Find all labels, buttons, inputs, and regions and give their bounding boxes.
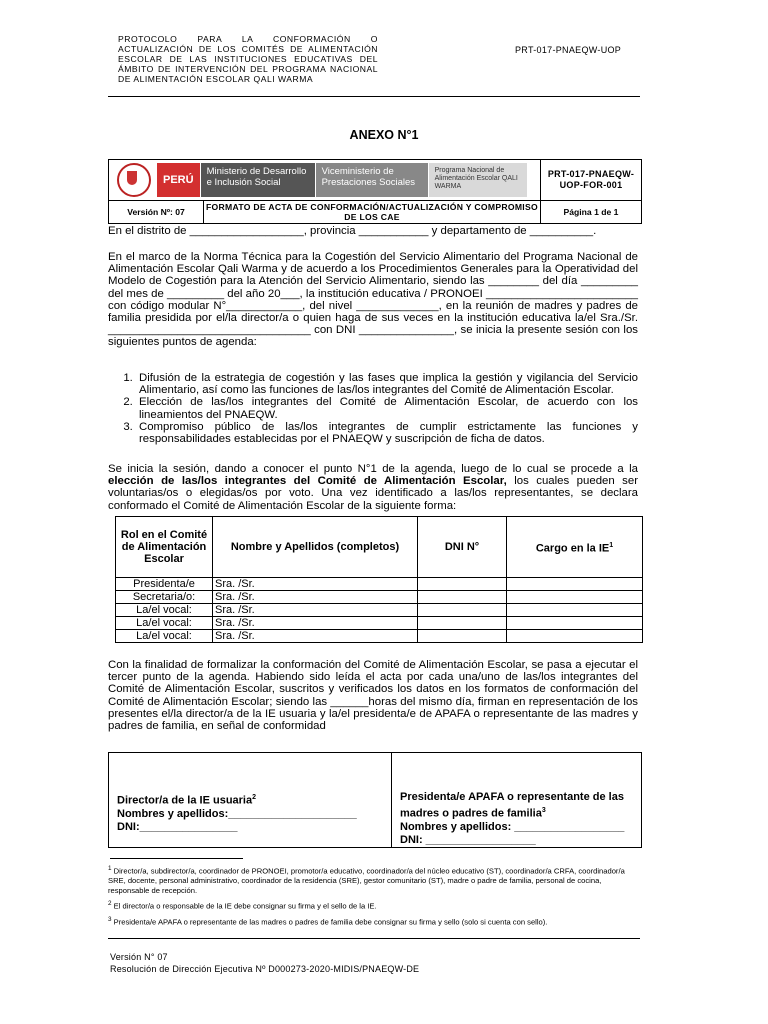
logo-banner xyxy=(109,160,541,201)
apafa-dni-field: DNI: __________________ xyxy=(400,833,536,846)
form-page: Página 1 de 1 xyxy=(541,201,642,224)
column-header: DNI N° xyxy=(418,517,507,578)
footnote xyxy=(108,915,643,927)
form-code: PRT-017-PNAEQW-UOP-FOR-001 xyxy=(541,160,642,201)
director-dni-field: DNI:________________ xyxy=(117,820,238,833)
peru-logo: PERÚ xyxy=(157,163,200,197)
position-cell[interactable] xyxy=(507,630,643,643)
footnote-divider xyxy=(110,858,243,859)
director-name-field: Nombres y apellidos:_____________________ xyxy=(117,807,357,820)
name-cell[interactable]: Sra. /Sr. xyxy=(213,591,418,604)
footnote-text: El director/a o responsable de la IE debe consignar su firma y el sello de la IE. xyxy=(111,901,377,911)
form-version: Versión Nº: 07 xyxy=(109,201,204,224)
agenda-item: 1. Difusión de la estrategia de cogestión y las fases que implica la gestión y vigilancia del Servicio Alimentario, así como las funciones de las/los integrantes del Comité de Alimentación Escolar. xyxy=(136,372,638,396)
footnote-number: 3 xyxy=(108,916,112,924)
agenda-item: 3. Compromiso público de las/los integrantes de cumplir estrictamente las funciones y responsabilidades establecidas por el PNAEQW y suscripción de ficha de datos. xyxy=(136,421,638,445)
director-signature-block[interactable] xyxy=(109,753,392,848)
footnote-ref: 1 xyxy=(609,541,614,549)
position-cell[interactable] xyxy=(507,578,643,591)
position-cell[interactable] xyxy=(507,604,643,617)
column-header-label: Cargo en la IE xyxy=(535,542,610,555)
footnote-ref: 2 xyxy=(252,794,257,801)
name-cell[interactable]: Sra. /Sr. xyxy=(213,578,418,591)
agenda-item: 2. Elección de las/los integrantes del Comité de Alimentación Escolar, de acuerdo con los lineamientos del PNAEQW. xyxy=(136,396,638,420)
form-title: FORMATO DE ACTA DE CONFORMACIÓN/ACTUALIZACIÓN Y COMPROMISO DE LOS CAE xyxy=(204,201,541,224)
footnotes xyxy=(108,864,643,927)
footer-resolution: Resolución de Dirección Ejecutiva Nº D000273-2020-MIDIS/PNAEQW-DE xyxy=(110,964,420,974)
session-text-bold: elección de las/los integrantes del Comité de Alimentación Escolar, xyxy=(108,475,507,488)
footnote-text: Director/a, subdirector/a, coordinador de PRONOEI, promotor/a educativo, coordinador/a del núcleo educativo (ST), coordinador/a CRFA, coordinador/a SRE, docente, personal administrativo, coordinador de la residencia (SRE), gestor comunitario (ST), madre o padre de familia, personal de cocina, responsable de recepción. xyxy=(108,866,625,895)
footnote xyxy=(108,864,643,895)
footnote-number: 2 xyxy=(108,900,112,908)
name-cell[interactable]: Sra. /Sr. xyxy=(213,617,418,630)
footnote-ref: 3 xyxy=(541,807,546,814)
footnote-number: 1 xyxy=(108,865,112,872)
cae-members-table xyxy=(115,516,643,643)
dni-cell[interactable] xyxy=(418,630,507,643)
table-row xyxy=(116,591,643,604)
director-title xyxy=(117,791,383,808)
column-header: Nombre y Apellidos (completos) xyxy=(213,517,418,578)
annex-title: ANEXO N°1 xyxy=(349,128,419,142)
column-header xyxy=(507,517,643,578)
session-text-1: Se inicia la sesión, dando a conocer el punto N°1 de la agenda, luego de lo cual se procede a la xyxy=(108,463,638,475)
director-title-text: Director/a de la IE usuaria xyxy=(117,794,253,807)
table-row xyxy=(116,578,643,591)
role-cell: La/el vocal: xyxy=(116,617,213,630)
intro-paragraph: En el marco de la Norma Técnica para la Cogestión del Servicio Alimentario del Programa Nacional de Alimentación Escolar Qali Warma y de acuerdo a los Procedimientos Generales para la Operatividad del Modelo de Cogestión para la Atención del Servicio Alimentario, siendo las ________ del día _________ del mes de _________ del año 20___, la institución educativa / PRONOEI ________________________ con código modular N°____________, del nivel _____________, en la reunión de madres y padres de familia presidida por el/la director/a o quien haga de sus veces en la institución educativa la/el Sra./Sr. ________________________________ con DNI _______________, se inicia la presente sesión con los siguientes puntos de agenda: xyxy=(108,251,638,349)
role-cell: Presidenta/e xyxy=(116,578,213,591)
role-cell: Secretaria/o: xyxy=(116,591,213,604)
column-header: Rol en el Comité de Alimentación Escolar xyxy=(116,517,213,578)
footnote-text: Presidenta/e APAFA o representante de las madres o padres de familia debe consignar su firma y sello (solo si cuenta con sello). xyxy=(111,917,548,927)
session-text-2: los cuales pueden ser voluntarias/os o elegidas/os por voto. Una vez identificado a las/los representantes, se declara conformado el Comité de Alimentación Escolar de la siguiente forma: xyxy=(108,475,638,512)
dni-cell[interactable] xyxy=(418,617,507,630)
name-cell[interactable]: Sra. /Sr. xyxy=(213,630,418,643)
footer xyxy=(110,951,419,975)
apafa-signature-block[interactable] xyxy=(392,753,642,848)
agenda-list xyxy=(108,372,638,445)
format-header-table xyxy=(108,159,642,224)
program-logo: Programa Nacional de Alimentación Escolar QALI WARMA xyxy=(429,163,527,197)
header-divider xyxy=(108,96,640,97)
ministry-logo: Ministerio de Desarrollo e Inclusión Social xyxy=(201,163,315,197)
dni-cell[interactable] xyxy=(418,591,507,604)
apafa-title-text: Presidenta/e APAFA o representante de las madres o padres de familia xyxy=(400,791,624,820)
coat-of-arms-icon xyxy=(117,163,151,197)
position-cell[interactable] xyxy=(507,591,643,604)
dni-cell[interactable] xyxy=(418,604,507,617)
protocol-title: PROTOCOLO PARA LA CONFORMACIÓN O ACTUALIZACIÓN DE LOS COMITÉS DE ALIMENTACIÓN ESCOLAR DE LAS INSTITUCIONES EDUCATIVAS DEL ÁMBITO DE INTERVENCIÓN DEL PROGRAMA NACIONAL DE ALIMENTACIÓN ESCOLAR QALI WARMA xyxy=(118,34,378,84)
table-row xyxy=(116,617,643,630)
position-cell[interactable] xyxy=(507,617,643,630)
name-cell[interactable]: Sra. /Sr. xyxy=(213,604,418,617)
protocol-code: PRT-017-PNAEQW-UOP xyxy=(515,45,622,55)
footnote xyxy=(108,899,643,911)
dni-cell[interactable] xyxy=(418,578,507,591)
district-line: En el distrito de __________________, provincia ___________ y departamento de __________. xyxy=(108,225,597,237)
footer-divider xyxy=(108,938,640,939)
table-row xyxy=(116,630,643,643)
apafa-title xyxy=(400,791,633,821)
table-row xyxy=(116,604,643,617)
closing-paragraph: Con la finalidad de formalizar la conformación del Comité de Alimentación Escolar, se pasa a ejecutar el tercer punto de la agenda. Habiendo sido leída el acta por cada una/uno de las/los integrantes del Comité de Alimentación Escolar, suscritos y verificados los datos en los formatos de conformación del Comité de Alimentación Escolar; siendo las ______horas del mismo día, firman en representación de los presentes el/la director/a de la IE usuaria y la/el presidenta/e de APAFA o representante de las madres y padres de familia, en señal de conformidad xyxy=(108,659,638,733)
vice-ministry-logo: Viceministerio de Prestaciones Sociales xyxy=(316,163,428,197)
footer-version: Versión N° 07 xyxy=(110,952,168,962)
signature-table xyxy=(108,752,642,848)
role-cell: La/el vocal: xyxy=(116,604,213,617)
session-paragraph xyxy=(108,463,638,512)
role-cell: La/el vocal: xyxy=(116,630,213,643)
apafa-name-field: Nombres y apellidos: __________________ xyxy=(400,820,625,833)
